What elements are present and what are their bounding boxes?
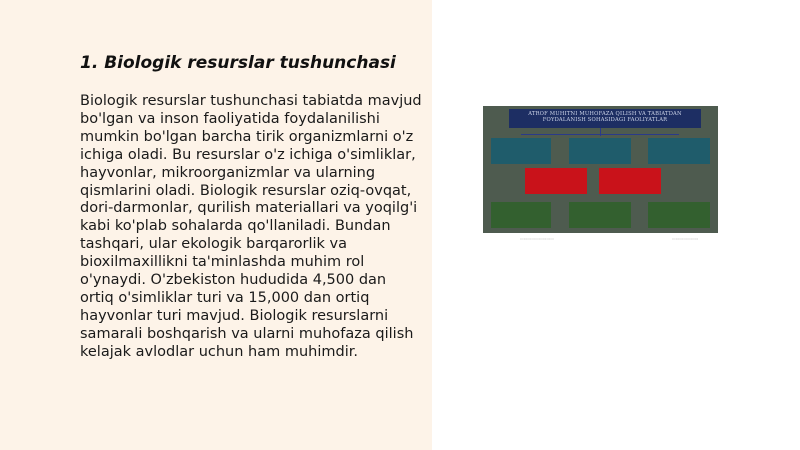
diagram-caption-right: ▭▭▭▭▭▭▭ (672, 236, 699, 241)
connector-line (521, 134, 679, 135)
diagram-box-red-right (599, 168, 661, 194)
diagram-box-green-right (648, 202, 710, 228)
diagram-box-teal-left (491, 138, 551, 164)
slide-body-text: Biologik resurslar tushunchasi tabiatda mavjud bo'lgan va inson faoliyatida foydalanilishi mumkin bo'lgan barcha tirik organizmlarni o'z ichiga oladi. Bu resurslar o'z ichiga o'simliklar, hayvonlar, mikroorganizmlar va ularning qismlarini oladi. Biologik resurslar oziq-ovqat, dori-darmonlar, qurilish materiallari va yoqilg'i kabi ko'plab sohalarda qo'llaniladi. Bundan tashqari, ular ekologik barqarorlik va bioxilmaxillikni ta'minlashda muhim rol o'ynaydi. O'zbekiston hududida 4,500 dan ortiq o'simliklar turi va 15,000 dan ortiq hayvonlar turi mavjud. Biologik resurslarni samarali boshqarish va ularni muhofaza qilish kelajak avlodlar uchun ham muhimdir. (80, 93, 422, 360)
diagram-image (483, 106, 718, 233)
diagram-box-green-center (569, 202, 631, 228)
diagram-box-teal-right (648, 138, 710, 164)
slide-heading: 1. Biologik resurslar tushunchasi (80, 53, 396, 73)
diagram-title: ATROF MUHITNI MUHOFAZA QILISH VA TABIATDAN FOYDALANISH SOHASIDAGI FAOLIYATLAR (509, 109, 701, 128)
diagram-box-teal-center (569, 138, 631, 164)
diagram-box-red-left (525, 168, 587, 194)
diagram-caption-left: ▭▭▭▭▭▭▭▭▭ (520, 236, 555, 241)
diagram-box-green-left (491, 202, 551, 228)
